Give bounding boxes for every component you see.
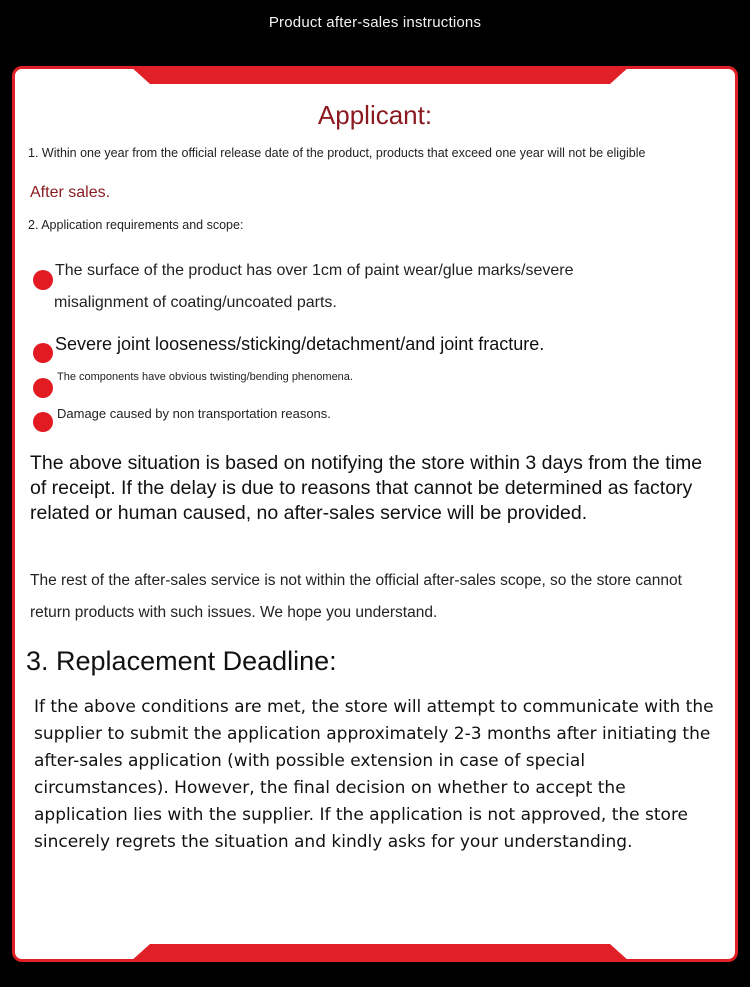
item-1-text: 1. Within one year from the official release date of the product, products that exceed one year will not be eligible xyxy=(28,146,646,160)
bullet-dot-icon xyxy=(33,343,53,363)
page-header-title: Product after-sales instructions xyxy=(268,14,482,31)
applicant-heading: Applicant: xyxy=(317,100,433,130)
bullet-1 xyxy=(55,255,715,319)
after-sales-label: After sales. xyxy=(30,184,111,201)
bullet-1-line-1: The surface of the product has over 1cm of paint wear/glue marks/severe xyxy=(55,262,574,279)
bullet-dot-icon xyxy=(33,412,53,432)
bullet-dot-icon xyxy=(33,270,53,290)
notice-paragraph: The above situation is based on notifying the store within 3 days from the time of receipt. If the delay is due to reasons that cannot be determined as factory related or human caused, no after-sales service will be provided. xyxy=(30,452,703,524)
bullet-2: Severe joint looseness/sticking/detachment/and joint fracture. xyxy=(55,334,545,354)
section-3-paragraph: If the above conditions are met, the store will attempt to communicate with the supplier to submit the application approximately 2-3 months after initiating the after-sales application (with possible extension in case of special circumstances). However, the final decision on whether to accept the application lies with the supplier. If the application is not approved, the store sincerely regrets the situation and kindly asks for your understanding. xyxy=(34,697,714,852)
bullet-dot-icon xyxy=(33,378,53,398)
bullet-4: Damage caused by non transportation reasons. xyxy=(57,406,331,421)
bullet-1-line-2: misalignment of coating/uncoated parts. xyxy=(54,294,337,311)
scope-paragraph: The rest of the after-sales service is not within the official after-sales scope, so the store cannot return products with such issues. We hope you understand. xyxy=(30,572,682,621)
item-2-text: 2. Application requirements and scope: xyxy=(28,218,244,232)
section-3-heading: 3. Replacement Deadline: xyxy=(26,646,337,676)
bullet-3: The components have obvious twisting/bending phenomena. xyxy=(57,371,353,383)
